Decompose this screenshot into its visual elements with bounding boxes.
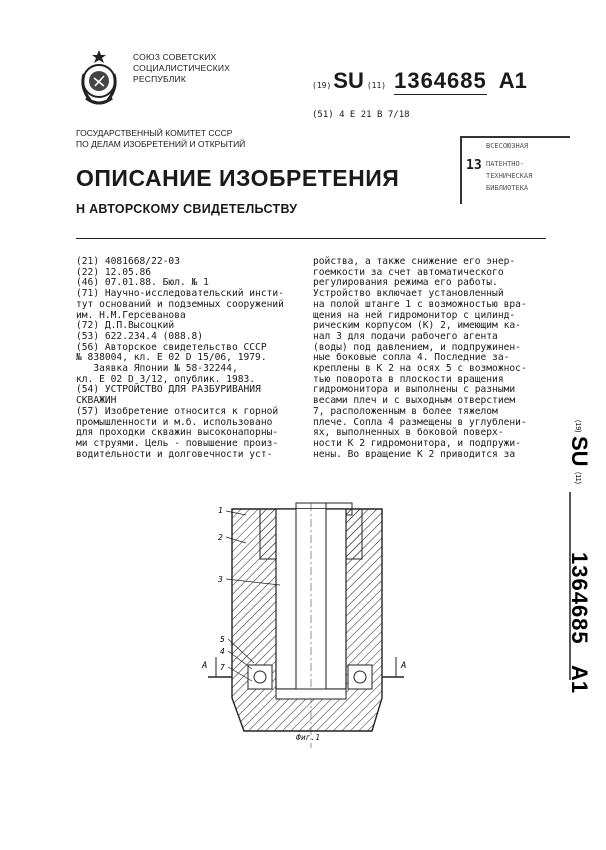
figure-label: 5 [220,635,225,644]
text-line: весами плеч и с выходным отверстием [313,395,516,407]
stamp-line: ТЕХНИЧЕСКАЯ [486,172,533,180]
text-line: (56) Авторское свидетельство СССР [76,341,267,353]
figure-label: 7 [220,663,225,672]
patent-number: 1364685 [394,68,487,93]
text-line: водительности и долговечности уст- [76,448,273,460]
text-line: (71) Научно-исследовательский инсти- [76,288,284,300]
text-line: ях, выполненных в боковой поверх- [313,427,504,439]
text-line: (22) 12.05.86 [76,266,152,278]
side-kind: A1 [567,665,592,694]
text-line: (воды) под давлением, и подпружинен- [313,341,521,353]
union-name [133,52,230,85]
bibliographic-column [76,257,284,460]
side-patent-number [560,300,592,720]
text-line: (46) 07.01.88. Бюл. № 1 [76,277,209,289]
text-line: на полой штанге 1 с возможностью вра- [313,298,527,310]
text-line: рическим корпусом (К) 2, имеющим ка- [313,320,521,332]
ussr-emblem-icon [76,48,122,110]
text-line: плече. Сопла 4 размещены в углублени- [313,416,527,428]
text-line: (57) Изобретение относится к горной [76,405,279,417]
stamp-line: ВСЕСОЮЗНАЯ [486,142,529,150]
text-line: (53) 622.234.4 (088.8) [76,330,204,342]
section-mark-right: A [401,661,407,671]
text-line: гоемкости за счет автоматического [313,266,504,278]
library-stamp [460,136,570,204]
text-line: тут оснований и подземных сооружений [76,298,284,310]
text-line: Заявка Японии № 58-32244, [76,363,238,375]
country-code: SU [333,68,364,93]
patent-kind: A1 [498,68,527,93]
union-line: РЕСПУБЛИК [133,74,187,84]
figure-label: 4 [220,647,225,656]
figure-label: 1 [218,506,223,515]
text-line: гидромонитора и выполнены с разными [313,384,516,396]
side-code-19: (19) [574,420,581,433]
device-cross-section-drawing [196,503,426,758]
abstract-column [313,257,527,460]
text-line: тью поворота в плоскости вращения [313,373,504,385]
union-line: СОЦИАЛИСТИЧЕСКИХ [133,63,231,73]
committee-name [76,128,245,150]
text-line: нены. Во вращение К 2 приводится за [313,448,516,460]
patent-header-number [312,68,527,95]
text-line: ми струями. Цель - повышение произ- [76,437,279,449]
stamp-line: ПАТЕНТНО- [486,160,524,168]
document-subtitle: Н АВТОРСКОМУ СВИДЕТЕЛЬСТВУ [76,202,298,216]
ipc-classification: (51) 4 E 21 B 7/18 [312,110,410,120]
text-line: 7, расположенным в более тяжелом [313,405,498,417]
text-line: им. Н.М.Герсеванова [76,309,186,321]
section-mark-left: A [202,661,208,671]
text-line: ности К 2 гидромонитора, и подпружи- [313,437,521,449]
figure-label: 2 [218,533,223,542]
text-line: № 838004, кл. Е 02 D 15/06, 1979. [76,352,267,364]
text-line: щения на ней гидромонитор с цилинд- [313,309,516,321]
text-line: ные боковые сопла 4. Последние за- [313,352,510,364]
code-19: (19) [312,81,332,90]
text-line: (54) УСТРОЙСТВО ДЛЯ РАЗБУРИВАНИЯ [76,384,261,396]
text-line: (21) 4081668/22-03 [76,256,180,267]
text-line: для проходки скважин высоконапорны- [76,427,279,439]
side-number: 1364685 [567,552,592,645]
text-line: креплены в К 2 на осях 5 с возможнос- [313,363,527,375]
stamp-number: 13 [466,158,482,173]
side-country-code: SU [567,436,592,467]
text-line: (72) Д.П.Высоцкий [76,320,175,332]
text-line: нал 3 для подачи рабочего агента [313,330,498,342]
figure-label: 3 [218,575,223,584]
stamp-line: БИБЛИОТЕКА [486,184,529,192]
text-line: кл. Е 02 D 3/12, опублик. 1983. [76,373,256,385]
text-line: промышленности и м.б. использовано [76,416,273,428]
text-line: СКВАЖИН [76,395,117,407]
text-line: ройства, а также снижение его энер- [313,256,516,267]
divider [76,238,546,239]
union-line: СОЮЗ СОВЕТСКИХ [133,52,217,62]
code-11: (11) [366,81,387,90]
text-line: Устройство включает установленный [313,288,504,300]
document-title: ОПИСАНИЕ ИЗОБРЕТЕНИЯ [76,165,400,191]
committee-line: ГОСУДАРСТВЕННЫЙ КОМИТЕТ СССР [76,128,233,138]
committee-line: ПО ДЕЛАМ ИЗОБРЕТЕНИЙ И ОТКРЫТИЙ [76,139,246,149]
side-code-11: (11) [574,472,581,484]
text-line: регулирования режима его работы. [313,277,498,289]
figure-caption: Фиг.1 [296,733,321,742]
